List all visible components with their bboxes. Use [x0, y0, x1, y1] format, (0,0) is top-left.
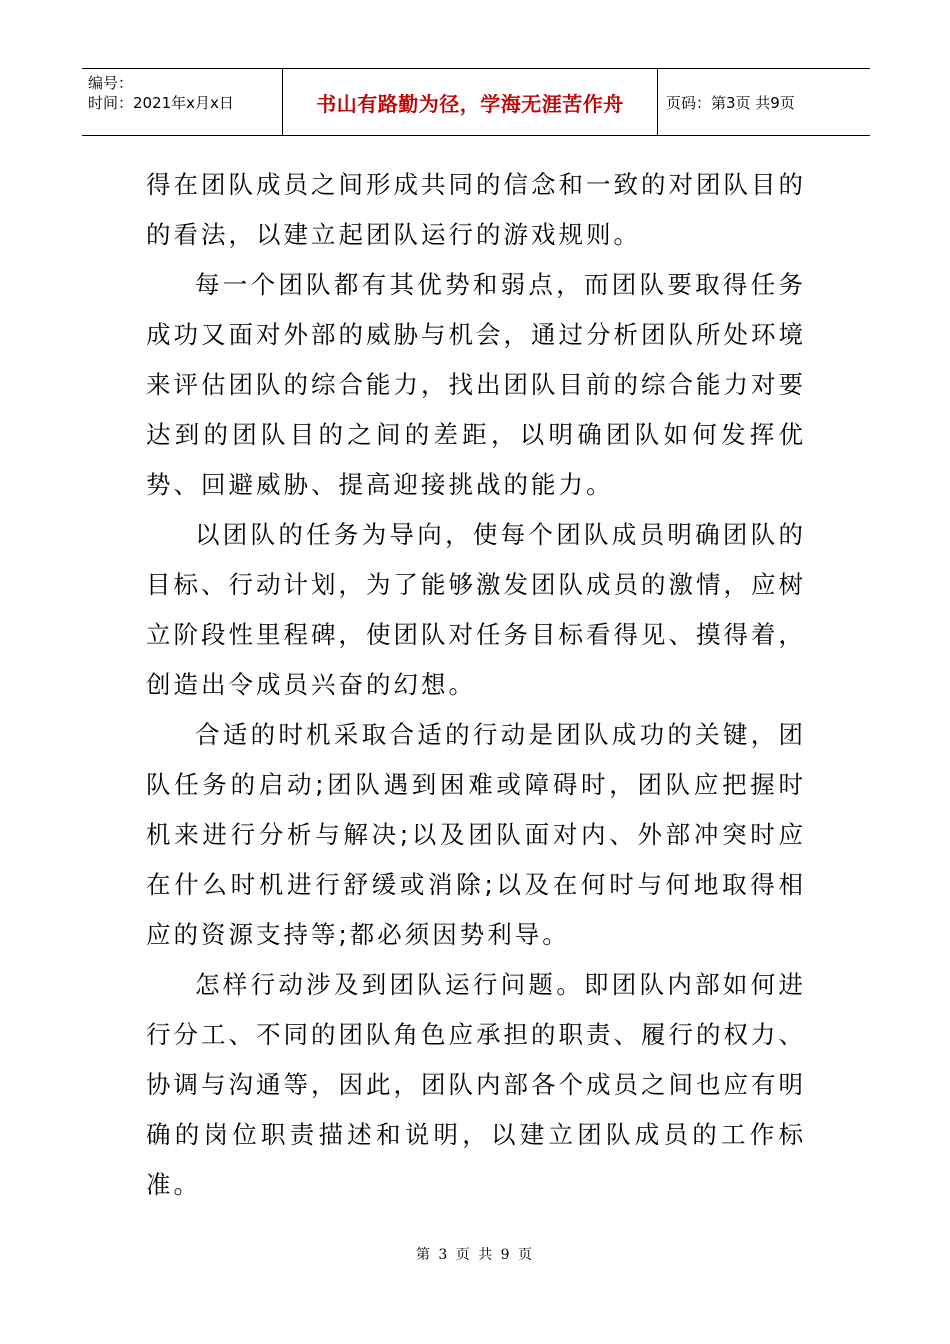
document-number-label: 编号：: [88, 74, 134, 92]
header-motto: 书山有路勤为径，学海无涯苦作舟: [316, 91, 624, 116]
header-table: [82, 68, 870, 136]
paragraph: 怎样行动涉及到团队运行问题。即团队内部如何进行分工、不同的团队角色应承担的职责、履行的权力、协调与沟通等，因此，团队内部各个成员之间也应有明确的岗位职责描述和说明，以建立团队成员的工作标准。: [146, 970, 806, 1199]
paragraph: 以团队的任务为导向，使每个团队成员明确团队的目标、行动计划，为了能够激发团队成员的激情，应树立阶段性里程碑，使团队对任务目标看得见、摸得着，创造出令成员兴奋的幻想。: [146, 520, 806, 699]
document-body: [146, 160, 806, 1210]
document-time-label: 时间：2021年x月x日: [88, 94, 234, 112]
header-page-code: 页码：第3页 共9页: [666, 93, 795, 112]
paragraph: 合适的时机采取合适的行动是团队成功的关键，团队任务的启动;团队遇到困难或障碍时，团队应把握时机来进行分析与解决;以及团队面对内、外部冲突时应在什么时机进行舒缓或消除;以及在何时与何地取得相应的资源支持等;都必须因势利导。: [146, 720, 806, 949]
paragraph: 每一个团队都有其优势和弱点，而团队要取得任务成功又面对外部的威胁与机会，通过分析团队所处环境来评估团队的综合能力，找出团队目前的综合能力对要达到的团队目的之间的差距，以明确团队如何发挥优势、回避威胁、提高迎接挑战的能力。: [146, 270, 806, 499]
header-motto-cell: [282, 69, 658, 135]
header-page-cell: [658, 69, 870, 135]
page-footer: 第 3 页 共 9 页: [415, 1247, 535, 1263]
header-info-cell: [82, 69, 282, 135]
paragraph: 得在团队成员之间形成共同的信念和一致的对团队目的的看法，以建立起团队运行的游戏规则。: [146, 170, 806, 249]
